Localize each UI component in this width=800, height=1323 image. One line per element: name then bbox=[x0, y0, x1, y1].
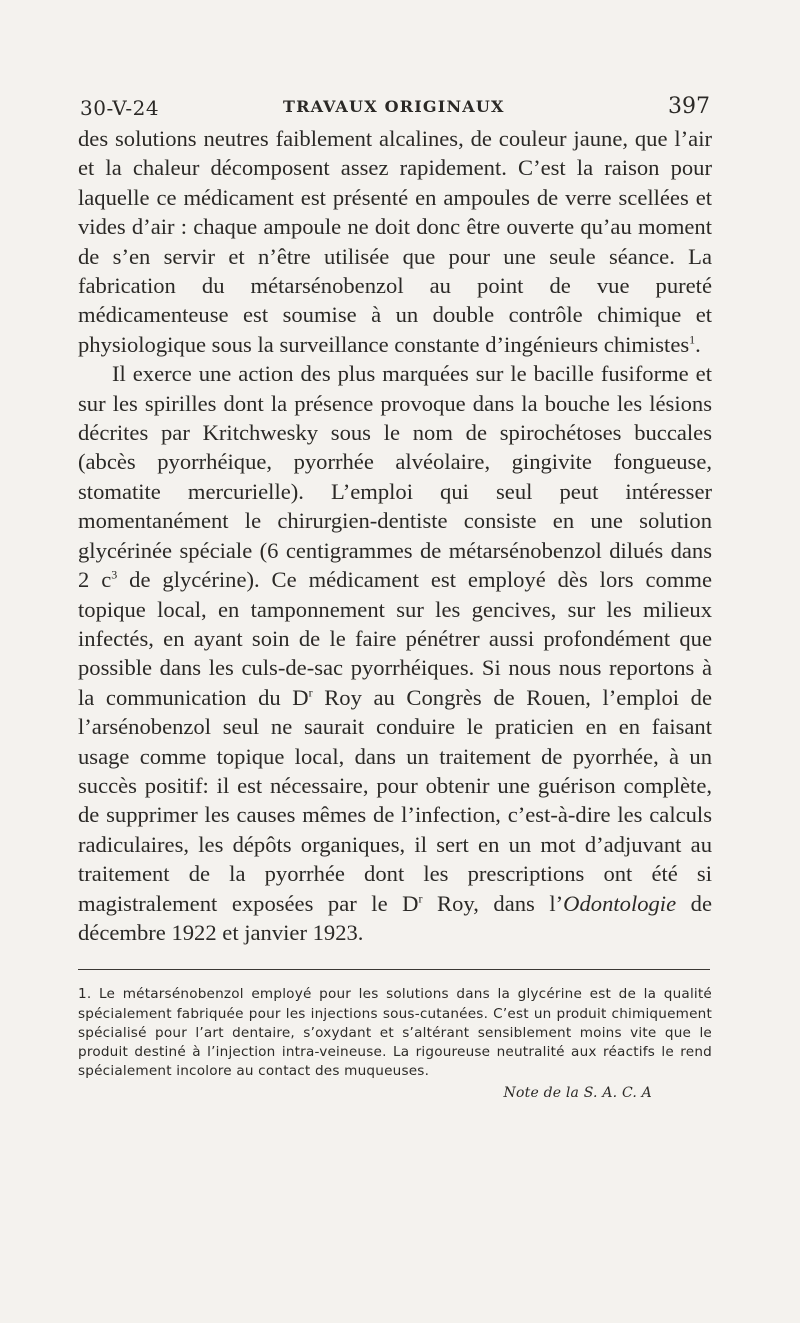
paragraph-1-text: des solutions neutres faiblement alcalines, de couleur jaune, que l’air et la chaleur décomposent assez rapidement. C’est la raison pour laquelle ce médicament est présenté en ampoules de verre scellées et vides d’air : chaque ampoule ne doit donc être ouverte qu’au moment de s’en servir et n’être utilisée que pour une seule séance. La fabrication du métarsénobenzol au point de vue pureté médicamenteuse est soumise à un double contrôle chimique et physiologique sous la surveillance constante d’ingénieurs chimistes bbox=[78, 126, 712, 357]
page-number: 397 bbox=[668, 94, 710, 119]
paragraph-2 bbox=[78, 359, 712, 947]
paragraph-2-text-e: de décembre 1922 et janvier 1923. bbox=[78, 890, 712, 945]
footnote-text: Le métarsénobenzol employé pour les solutions dans la glycérine est de la qualité spécialement fabriquée pour les injections sous-cutanées. C’est un produit chimiquement spécialisé pour l’art dentaire, s’oxydant et s’altérant sensiblement moins vite que le produit destiné à l’injection intra-veineuse. La rigoureuse neutralité aux réactifs le rend spécialement incolore au contact des muqueuses. bbox=[78, 986, 712, 1080]
paragraph-1-end: . bbox=[695, 331, 701, 357]
paragraph-2-text-c: Roy au Congrès de Rouen, l’emploi de l’arsénobenzol seul ne saurait conduire le praticien en en faisant usage comme topique local, dans un traitement de pyorrhée, à un succès positif: il est nécessaire, pour obtenir une guérison complète, de supprimer les causes mêmes de l’infection, c’est-à-dire les calculs radiculaires, les dépôts organiques, il sert en un mot d’adjuvant au traitement de la pyorrhée dont les prescriptions ont été si magistralement exposées par le D bbox=[78, 684, 712, 916]
superscript-doctor-2: r bbox=[418, 891, 423, 906]
footnote-signature: Note de la S. A. C. A bbox=[503, 1085, 652, 1102]
footnote-separator bbox=[78, 969, 710, 971]
paragraph-2-text-a: Il exerce une action des plus marquées sur le bacille fusiforme et sur les spirilles dont la présence provoque dans la bouche les lésions décrites par Kritchwesky sous le nom de spirochétoses buccales (abcès pyorrhéique, pyorrhée alvéolaire, gingivite fongueuse, stomatite mercurielle). L’emploi qui seul peut intéresser momentanément le chirurgien-dentiste consiste en une solution glycérinée spéciale (6 centigrammes de métarsénobenzol dilués dans 2 c bbox=[78, 361, 712, 593]
section-title: TRAVAUX ORIGINAUX bbox=[283, 97, 505, 116]
footnote-paragraph bbox=[78, 985, 712, 1081]
paragraph-2-text-d: Roy, dans l’ bbox=[422, 890, 564, 916]
issue-date: 30-V-24 bbox=[80, 96, 160, 120]
running-head bbox=[78, 84, 712, 124]
page bbox=[78, 84, 712, 1104]
paragraph-1 bbox=[78, 124, 712, 359]
journal-title: Odontologie bbox=[563, 890, 677, 916]
superscript-doctor: r bbox=[308, 685, 313, 700]
paragraph-2-text-b: de glycérine). Ce médicament est employé dès lors comme topique local, en tamponnement sur les gencives, sur les milieux infectés, en ayant soin de le faire pénétrer aussi profondément que possible dans les culs-de-sac pyorrhéiques. Si nous nous reportons à la communication du D bbox=[78, 567, 712, 710]
superscript-cube: 3 bbox=[111, 567, 118, 582]
article-body bbox=[78, 124, 712, 947]
footnote-number: 1. bbox=[78, 986, 92, 1003]
footnote bbox=[78, 985, 712, 1103]
footnote-reference: 1 bbox=[689, 332, 696, 347]
